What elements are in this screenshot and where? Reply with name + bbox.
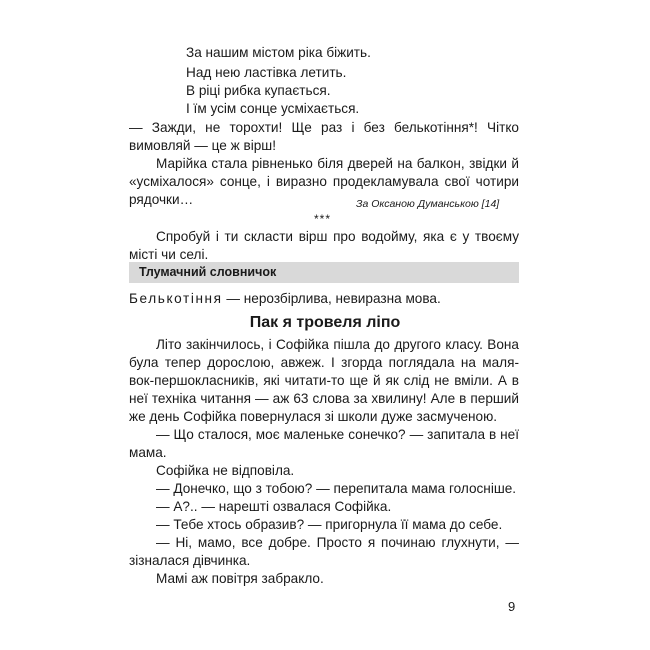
story-line: же день Софійка повернулася зі школи дуже засмученою. (129, 409, 498, 424)
glossary-title: Тлумачний словничок (139, 265, 277, 279)
glossary-definition: — нерозбірлива, невиразна мова. (222, 291, 441, 306)
section-separator: *** (314, 212, 332, 226)
poem-line-4: І їм усім сонце усміхається. (186, 101, 360, 116)
story-title: Пак я тровеля ліпо (249, 314, 401, 331)
story-line: була тепер дорослою, авжеж. І згорда поглядала на маля- (129, 355, 519, 370)
story-line: зізналася дівчинка. (129, 553, 251, 568)
task-line-1: Спробуй і ти скласти вірш про водойму, яка є у твоєму (156, 229, 519, 244)
glossary-header (129, 262, 519, 283)
story-line: неї техніка читання — аж 63 слова за хвилину! Але в перший (129, 391, 519, 406)
story-line: вок-першокласників, які читати-то ще й як слід не вміли. А в (129, 373, 519, 388)
glossary-term: Белькотіння (129, 291, 223, 306)
para2-line-2: «усміхалося» сонце, і виразно продекламувала свої чотири (129, 174, 519, 189)
story-line: мама. (129, 445, 167, 460)
para2-line-3: рядочки… (129, 192, 194, 207)
glossary-entry (129, 290, 441, 307)
story-line: Софійка не відповіла. (156, 463, 295, 478)
poem-line-1: За нашим містом ріка біжить. (186, 45, 371, 60)
poem-line-2: Над нею ластівка летить. (186, 65, 347, 80)
poem-line-3: В ріці рибка купається. (186, 83, 331, 98)
source-attribution: За Оксаною Думанською [14] (356, 198, 500, 210)
story-line: — А?.. — нарешті озвалася Софійка. (156, 499, 392, 514)
para1-line-1: — Зажди, не торохти! Ще раз і без белькотіння*! Чітко (129, 120, 519, 135)
task-line-2: місті чи селі. (129, 247, 209, 262)
para1-line-2: вимовляй — це ж вірш! (129, 138, 276, 153)
page-number: 9 (508, 599, 516, 614)
story-line: — Донечко, що з тобою? — перепитала мама голосніше. (156, 481, 517, 496)
para2-line-1: Марійка стала рівненько біля дверей на балкон, звідки й (156, 156, 519, 171)
story-line: — Що сталося, моє маленьке сонечко? — запитала в неї (156, 427, 519, 442)
story-line: Мамі аж повітря забракло. (156, 571, 324, 586)
story-line: — Тебе хтось образив? — пригорнула її мама до себе. (156, 517, 503, 532)
story-line: — Ні, мамо, все добре. Просто я починаю глухнути, — (156, 535, 519, 550)
story-line: Літо закінчилось, і Софійка пішла до другого класу. Вона (156, 337, 519, 352)
